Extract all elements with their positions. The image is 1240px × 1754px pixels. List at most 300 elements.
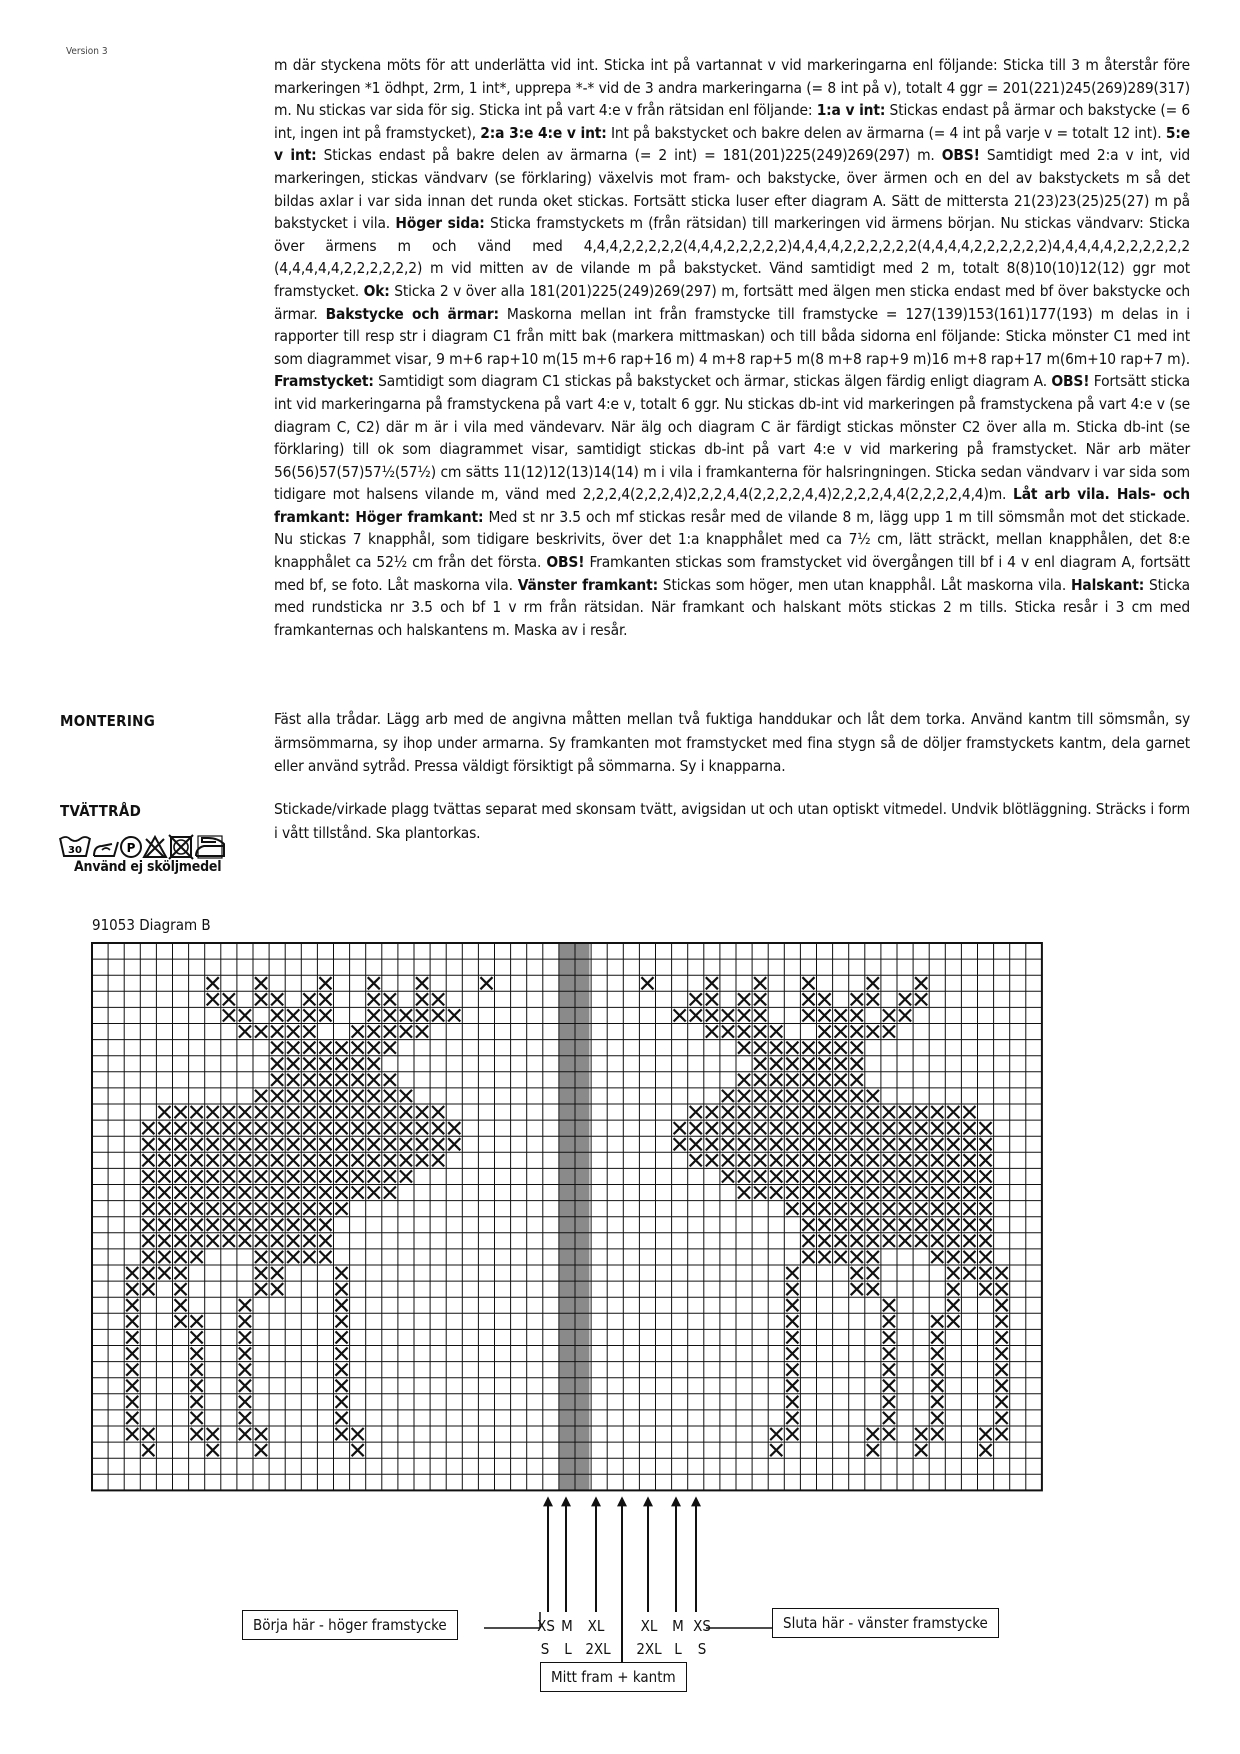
stitch-cross bbox=[416, 1122, 428, 1134]
stitch-cross bbox=[931, 1315, 943, 1327]
stitch-cross bbox=[336, 1396, 348, 1408]
stitch-cross bbox=[223, 1219, 235, 1231]
stitch-cross bbox=[255, 1122, 267, 1134]
size-xl-right: XL bbox=[640, 1617, 658, 1635]
stitch-cross bbox=[899, 1154, 911, 1166]
stitch-cross bbox=[819, 1090, 831, 1102]
stitch-cross bbox=[770, 1187, 782, 1199]
stitch-cross bbox=[754, 1074, 766, 1086]
stitch-cross bbox=[207, 1138, 219, 1150]
stitch-cross bbox=[786, 1138, 798, 1150]
stitch-cross bbox=[819, 1235, 831, 1247]
stitch-cross bbox=[142, 1203, 154, 1215]
stitch-cross bbox=[255, 1170, 267, 1182]
stitch-cross bbox=[819, 993, 831, 1005]
stitch-cross bbox=[287, 1058, 299, 1070]
stitch-cross bbox=[883, 1331, 895, 1343]
stitch-cross bbox=[336, 1106, 348, 1118]
stitch-cross bbox=[255, 1219, 267, 1231]
stitch-cross bbox=[239, 1331, 251, 1343]
stitch-cross bbox=[722, 1009, 734, 1021]
stitch-cross bbox=[931, 1203, 943, 1215]
stitch-cross bbox=[754, 1122, 766, 1134]
stitch-cross bbox=[883, 1170, 895, 1182]
stitch-cross bbox=[786, 1348, 798, 1360]
stitch-cross bbox=[931, 1396, 943, 1408]
stitch-cross bbox=[223, 1187, 235, 1199]
size-m-left: M bbox=[561, 1617, 573, 1635]
stitch-cross bbox=[142, 1235, 154, 1247]
stitch-cross bbox=[980, 1122, 992, 1134]
stitch-cross bbox=[158, 1106, 170, 1118]
stitch-cross bbox=[287, 1074, 299, 1086]
stitch-cross bbox=[835, 1203, 847, 1215]
stitch-cross bbox=[271, 1283, 283, 1295]
stitch-cross bbox=[754, 1009, 766, 1021]
stitch-cross bbox=[207, 1106, 219, 1118]
stitch-cross bbox=[319, 1042, 331, 1054]
stitch-cross bbox=[175, 1106, 187, 1118]
stitch-cross bbox=[706, 1122, 718, 1134]
stitch-cross bbox=[319, 1235, 331, 1247]
stitch-cross bbox=[963, 1251, 975, 1263]
stitch-cross bbox=[175, 1122, 187, 1134]
stitch-cross bbox=[416, 1106, 428, 1118]
stitch-cross bbox=[931, 1219, 943, 1231]
stitch-cross bbox=[722, 1170, 734, 1182]
stitch-cross bbox=[754, 1058, 766, 1070]
stitch-cross bbox=[271, 1235, 283, 1247]
stitch-cross bbox=[899, 1219, 911, 1231]
start-label: Börja här - höger framstycke bbox=[242, 1610, 458, 1640]
stitch-cross bbox=[126, 1396, 138, 1408]
stitch-cross bbox=[915, 1122, 927, 1134]
size-xs-right: XS bbox=[693, 1617, 711, 1635]
stitch-cross bbox=[770, 1074, 782, 1086]
stitch-cross bbox=[915, 1444, 927, 1456]
stitch-cross bbox=[287, 1090, 299, 1102]
stitch-cross bbox=[722, 1122, 734, 1134]
stitch-cross bbox=[883, 1396, 895, 1408]
stitch-cross bbox=[947, 1154, 959, 1166]
stitch-cross bbox=[319, 1058, 331, 1070]
stitch-cross bbox=[400, 1138, 412, 1150]
stitch-cross bbox=[416, 1009, 428, 1021]
stitch-cross bbox=[851, 1235, 863, 1247]
stitch-cross bbox=[191, 1380, 203, 1392]
stitch-cross bbox=[867, 1026, 879, 1038]
stitch-cross bbox=[947, 1203, 959, 1215]
stitch-cross bbox=[786, 1187, 798, 1199]
stitch-cross bbox=[674, 1009, 686, 1021]
size-arrow-head bbox=[671, 1496, 681, 1506]
stitch-cross bbox=[142, 1138, 154, 1150]
stitch-cross bbox=[336, 1331, 348, 1343]
stitch-cross bbox=[239, 1122, 251, 1134]
stitch-cross bbox=[786, 1396, 798, 1408]
stitch-cross bbox=[754, 1026, 766, 1038]
stitch-cross bbox=[319, 1187, 331, 1199]
stitch-cross bbox=[255, 1251, 267, 1263]
stitch-cross bbox=[770, 1122, 782, 1134]
stitch-cross bbox=[996, 1299, 1008, 1311]
stitch-cross bbox=[770, 1170, 782, 1182]
stitch-cross bbox=[480, 977, 492, 989]
care-caption: Använd ej sköljmedel bbox=[74, 859, 222, 875]
stitch-cross bbox=[287, 1187, 299, 1199]
stitch-cross bbox=[947, 1138, 959, 1150]
stitch-cross bbox=[158, 1251, 170, 1263]
stitch-cross bbox=[899, 1009, 911, 1021]
stitch-cross bbox=[432, 993, 444, 1005]
stitch-cross bbox=[368, 993, 380, 1005]
end-label: Sluta här - vänster framstycke bbox=[772, 1608, 999, 1638]
stitch-cross bbox=[303, 993, 315, 1005]
stitch-cross bbox=[915, 1203, 927, 1215]
stitch-cross bbox=[738, 1074, 750, 1086]
stitch-cross bbox=[207, 1444, 219, 1456]
stitch-cross bbox=[368, 1154, 380, 1166]
stitch-cross bbox=[690, 1138, 702, 1150]
stitch-cross bbox=[158, 1170, 170, 1182]
stitch-cross bbox=[368, 1122, 380, 1134]
size-arrow-head bbox=[643, 1496, 653, 1506]
stitch-cross bbox=[142, 1187, 154, 1199]
stitch-cross bbox=[947, 1187, 959, 1199]
stitch-cross bbox=[690, 1122, 702, 1134]
stitch-cross bbox=[754, 1187, 766, 1199]
stitch-cross bbox=[786, 1074, 798, 1086]
stitch-cross bbox=[400, 1009, 412, 1021]
stitch-cross bbox=[980, 1444, 992, 1456]
stitch-cross bbox=[819, 1251, 831, 1263]
stitch-cross bbox=[819, 1170, 831, 1182]
stitch-cross bbox=[867, 1444, 879, 1456]
stitch-cross bbox=[641, 977, 653, 989]
stitch-cross bbox=[786, 1058, 798, 1070]
stitch-cross bbox=[996, 1364, 1008, 1376]
stitch-cross bbox=[175, 1203, 187, 1215]
stitch-cross bbox=[400, 1122, 412, 1134]
stitch-cross bbox=[802, 1187, 814, 1199]
stitch-cross bbox=[271, 1122, 283, 1134]
stitch-cross bbox=[947, 1299, 959, 1311]
stitch-cross bbox=[835, 1009, 847, 1021]
diagram-title: 91053 Diagram B bbox=[92, 916, 211, 934]
stitch-cross bbox=[255, 1026, 267, 1038]
stitch-cross bbox=[191, 1428, 203, 1440]
stitch-cross bbox=[239, 1364, 251, 1376]
stitch-cross bbox=[802, 1251, 814, 1263]
stitch-cross bbox=[819, 1154, 831, 1166]
stitch-cross bbox=[738, 1009, 750, 1021]
stitch-cross bbox=[303, 1009, 315, 1021]
stitch-cross bbox=[126, 1412, 138, 1424]
stitch-cross bbox=[271, 1058, 283, 1070]
stitch-cross bbox=[352, 1074, 364, 1086]
stitch-cross bbox=[931, 1364, 943, 1376]
wash-temp: 30 bbox=[68, 845, 82, 856]
stitch-cross bbox=[336, 1122, 348, 1134]
stitch-cross bbox=[835, 1138, 847, 1150]
stitch-cross bbox=[239, 1299, 251, 1311]
stitch-cross bbox=[271, 1106, 283, 1118]
stitch-cross bbox=[432, 1138, 444, 1150]
stitch-cross bbox=[384, 1009, 396, 1021]
stitch-cross bbox=[802, 1170, 814, 1182]
stitch-cross bbox=[835, 1154, 847, 1166]
stitch-cross bbox=[126, 1267, 138, 1279]
stitch-cross bbox=[384, 1090, 396, 1102]
stitch-cross bbox=[255, 1090, 267, 1102]
stitch-cross bbox=[319, 1154, 331, 1166]
stitch-cross bbox=[239, 1154, 251, 1166]
stitch-cross bbox=[802, 1154, 814, 1166]
version-label: Version 3 bbox=[66, 46, 108, 57]
stitch-cross bbox=[980, 1428, 992, 1440]
stitch-cross bbox=[867, 1267, 879, 1279]
stitch-cross bbox=[319, 977, 331, 989]
stitch-cross bbox=[770, 1138, 782, 1150]
stitch-cross bbox=[963, 1138, 975, 1150]
stitch-cross bbox=[996, 1428, 1008, 1440]
stitch-cross bbox=[336, 1348, 348, 1360]
stitch-cross bbox=[706, 1026, 718, 1038]
stitch-cross bbox=[271, 1170, 283, 1182]
stitch-cross bbox=[271, 1154, 283, 1166]
stitch-cross bbox=[287, 1170, 299, 1182]
stitch-cross bbox=[980, 1235, 992, 1247]
stitch-cross bbox=[191, 1331, 203, 1343]
stitch-cross bbox=[963, 1235, 975, 1247]
stitch-cross bbox=[207, 1219, 219, 1231]
stitch-cross bbox=[303, 1122, 315, 1134]
stitch-cross bbox=[432, 1009, 444, 1021]
stitch-cross bbox=[867, 1251, 879, 1263]
stitch-cross bbox=[352, 1106, 364, 1118]
stitch-cross bbox=[786, 1331, 798, 1343]
stitch-cross bbox=[319, 1138, 331, 1150]
stitch-cross bbox=[738, 1170, 750, 1182]
stitch-cross bbox=[384, 1074, 396, 1086]
stitch-cross bbox=[819, 1074, 831, 1086]
stitch-cross bbox=[319, 1170, 331, 1182]
stitch-cross bbox=[996, 1331, 1008, 1343]
stitch-cross bbox=[352, 1122, 364, 1134]
stitch-cross bbox=[352, 1042, 364, 1054]
stitch-cross bbox=[963, 1267, 975, 1279]
stitch-cross bbox=[867, 1203, 879, 1215]
stitch-cross bbox=[191, 1315, 203, 1327]
stitch-cross bbox=[384, 1138, 396, 1150]
stitch-cross bbox=[722, 1090, 734, 1102]
stitch-cross bbox=[303, 1219, 315, 1231]
stitch-cross bbox=[336, 1283, 348, 1295]
stitch-cross bbox=[931, 1348, 943, 1360]
stitch-cross bbox=[931, 1380, 943, 1392]
stitch-cross bbox=[867, 1154, 879, 1166]
stitch-cross bbox=[915, 1154, 927, 1166]
stitch-cross bbox=[142, 1428, 154, 1440]
stitch-cross bbox=[883, 1412, 895, 1424]
stitch-cross bbox=[851, 1267, 863, 1279]
stitch-cross bbox=[786, 1042, 798, 1054]
stitch-cross bbox=[352, 1444, 364, 1456]
stitch-cross bbox=[239, 1235, 251, 1247]
stitch-cross bbox=[738, 1042, 750, 1054]
stitch-cross bbox=[368, 1026, 380, 1038]
stitch-cross bbox=[319, 1009, 331, 1021]
size-2xl-left: 2XL bbox=[585, 1640, 611, 1658]
stitch-cross bbox=[883, 1122, 895, 1134]
stitch-cross bbox=[271, 1219, 283, 1231]
stitch-cross bbox=[835, 1026, 847, 1038]
stitch-cross bbox=[674, 1122, 686, 1134]
stitch-cross bbox=[287, 1106, 299, 1118]
stitch-cross bbox=[867, 1187, 879, 1199]
stitch-cross bbox=[448, 1009, 460, 1021]
stitch-cross bbox=[867, 1122, 879, 1134]
stitch-cross bbox=[142, 1283, 154, 1295]
stitch-cross bbox=[255, 1428, 267, 1440]
stitch-cross bbox=[336, 1090, 348, 1102]
stitch-cross bbox=[754, 1170, 766, 1182]
stitch-cross bbox=[255, 1444, 267, 1456]
stitch-cross bbox=[400, 1090, 412, 1102]
stitch-cross bbox=[931, 1170, 943, 1182]
stitch-cross bbox=[947, 1315, 959, 1327]
stitch-cross bbox=[770, 1106, 782, 1118]
stitch-cross bbox=[432, 1106, 444, 1118]
stitch-cross bbox=[980, 1170, 992, 1182]
stitch-cross bbox=[706, 1154, 718, 1166]
stitch-cross bbox=[142, 1170, 154, 1182]
stitch-cross bbox=[191, 1396, 203, 1408]
stitch-cross bbox=[770, 1058, 782, 1070]
stitch-cross bbox=[207, 1170, 219, 1182]
stitch-cross bbox=[947, 1106, 959, 1118]
stitch-cross bbox=[786, 1315, 798, 1327]
stitch-cross bbox=[207, 993, 219, 1005]
stitch-cross bbox=[336, 1412, 348, 1424]
size-arrow-head bbox=[561, 1496, 571, 1506]
stitch-cross bbox=[239, 1026, 251, 1038]
stitch-cross bbox=[336, 1170, 348, 1182]
stitch-cross bbox=[883, 1138, 895, 1150]
stitch-cross bbox=[352, 1187, 364, 1199]
stitch-cross bbox=[126, 1428, 138, 1440]
stitch-cross bbox=[996, 1412, 1008, 1424]
stitch-cross bbox=[915, 1187, 927, 1199]
stitch-cross bbox=[287, 1026, 299, 1038]
stitch-cross bbox=[931, 1122, 943, 1134]
stitch-cross bbox=[899, 993, 911, 1005]
stitch-cross bbox=[786, 1170, 798, 1182]
stitch-cross bbox=[915, 1106, 927, 1118]
stitch-cross bbox=[931, 1154, 943, 1166]
stitch-cross bbox=[706, 993, 718, 1005]
stitch-cross bbox=[996, 1283, 1008, 1295]
stitch-cross bbox=[223, 1203, 235, 1215]
stitch-cross bbox=[400, 1154, 412, 1166]
stitch-cross bbox=[303, 1090, 315, 1102]
stitch-cross bbox=[191, 1170, 203, 1182]
size-xs-left: XS bbox=[537, 1617, 555, 1635]
stitch-cross bbox=[368, 977, 380, 989]
stitch-cross bbox=[819, 1203, 831, 1215]
stitch-cross bbox=[835, 1122, 847, 1134]
stitch-cross bbox=[191, 1106, 203, 1118]
stitch-cross bbox=[255, 977, 267, 989]
stitch-cross bbox=[802, 993, 814, 1005]
stitch-cross bbox=[786, 1299, 798, 1311]
stitch-cross bbox=[400, 1026, 412, 1038]
stitch-cross bbox=[996, 1315, 1008, 1327]
stitch-cross bbox=[319, 1203, 331, 1215]
stitch-cross bbox=[223, 993, 235, 1005]
stitch-cross bbox=[336, 1058, 348, 1070]
stitch-cross bbox=[851, 1090, 863, 1102]
stitch-cross bbox=[319, 1219, 331, 1231]
stitch-cross bbox=[319, 1122, 331, 1134]
stitch-cross bbox=[191, 1122, 203, 1134]
stitch-cross bbox=[883, 1154, 895, 1166]
stitch-cross bbox=[690, 993, 702, 1005]
stitch-cross bbox=[336, 1299, 348, 1311]
stitch-cross bbox=[738, 1187, 750, 1199]
stitch-cross bbox=[738, 1122, 750, 1134]
stitch-cross bbox=[915, 1235, 927, 1247]
stitch-cross bbox=[400, 1170, 412, 1182]
stitch-cross bbox=[207, 1122, 219, 1134]
stitch-cross bbox=[287, 1219, 299, 1231]
stitch-cross bbox=[432, 1122, 444, 1134]
stitch-cross bbox=[336, 1074, 348, 1086]
stitch-cross bbox=[303, 1235, 315, 1247]
stitch-cross bbox=[352, 1170, 364, 1182]
stitch-cross bbox=[271, 1138, 283, 1150]
stitch-cross bbox=[786, 1267, 798, 1279]
stitch-cross bbox=[819, 1106, 831, 1118]
stitch-cross bbox=[271, 993, 283, 1005]
stitch-cross bbox=[303, 1251, 315, 1263]
stitch-cross bbox=[819, 1058, 831, 1070]
stitch-cross bbox=[448, 1122, 460, 1134]
stitch-cross bbox=[786, 1090, 798, 1102]
stitch-cross bbox=[239, 1412, 251, 1424]
stitch-cross bbox=[786, 1428, 798, 1440]
stitch-cross bbox=[271, 1042, 283, 1054]
stitch-cross bbox=[126, 1331, 138, 1343]
stitch-cross bbox=[223, 1235, 235, 1247]
size-m-right: M bbox=[672, 1617, 684, 1635]
stitch-cross bbox=[142, 1154, 154, 1166]
stitch-cross bbox=[255, 1187, 267, 1199]
montering-heading: MONTERING bbox=[60, 712, 156, 730]
stitch-cross bbox=[802, 1009, 814, 1021]
stitch-cross bbox=[352, 1026, 364, 1038]
stitch-cross bbox=[819, 1026, 831, 1038]
stitch-cross bbox=[802, 1235, 814, 1247]
stitch-cross bbox=[303, 1138, 315, 1150]
stitch-cross bbox=[738, 1154, 750, 1166]
stitch-cross bbox=[191, 1219, 203, 1231]
stitch-cross bbox=[883, 1106, 895, 1118]
stitch-cross bbox=[980, 1267, 992, 1279]
stitch-cross bbox=[899, 1203, 911, 1215]
stitch-cross bbox=[287, 1009, 299, 1021]
stitch-cross bbox=[191, 1138, 203, 1150]
